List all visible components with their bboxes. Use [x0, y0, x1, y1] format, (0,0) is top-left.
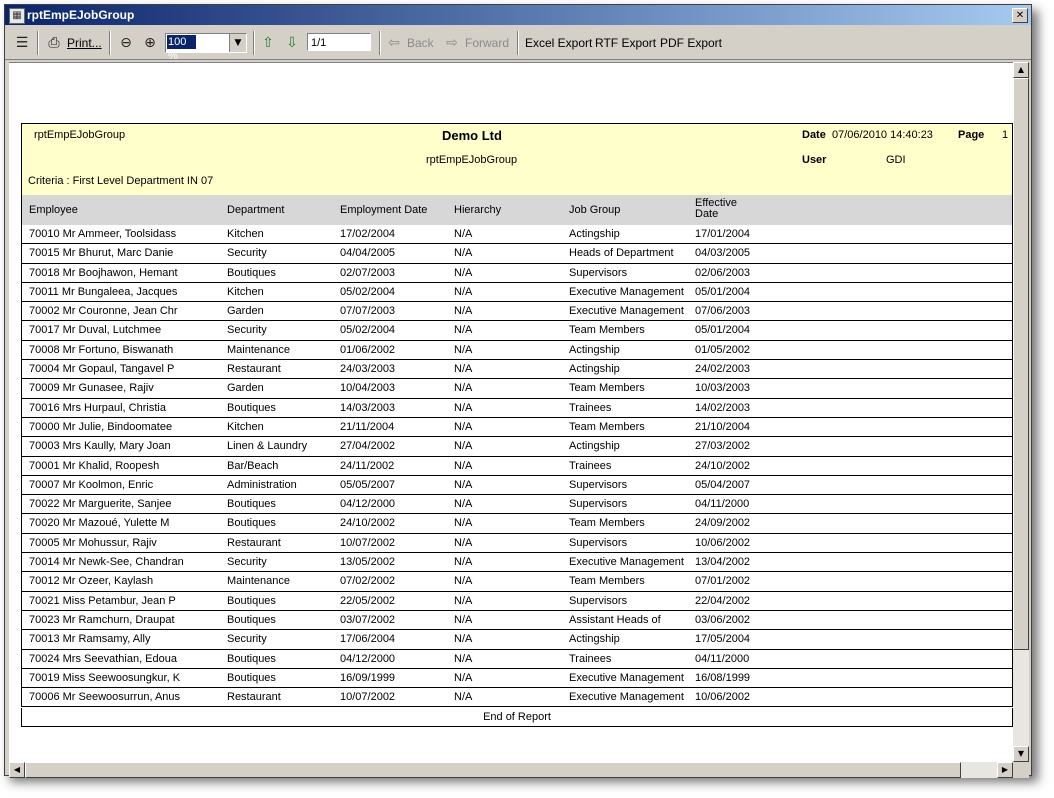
- cell-hierarchy: N/A: [454, 459, 473, 472]
- cell-hierarchy: N/A: [454, 401, 473, 414]
- cell-job-group: Executive Management: [569, 691, 684, 704]
- cell-effective-date: 22/04/2002: [695, 594, 751, 607]
- cell-employee: 70020 Mr Mazoué, Yulette M: [29, 517, 170, 530]
- cell-job-group: Trainees: [569, 652, 612, 665]
- cell-hierarchy: N/A: [454, 247, 473, 260]
- cell-department: Garden: [227, 382, 264, 395]
- cell-employment-date: 05/02/2004: [340, 324, 396, 337]
- rtf-export-button[interactable]: RTF Export: [595, 36, 657, 50]
- cell-department: Bar/Beach: [227, 459, 279, 472]
- cell-employment-date: 07/02/2002: [340, 575, 396, 588]
- scroll-down-icon[interactable]: ▼: [1013, 746, 1029, 762]
- cell-employee: 70002 Mr Couronne, Jean Chr: [29, 305, 178, 318]
- cell-hierarchy: N/A: [454, 556, 473, 569]
- cell-effective-date: 27/03/2002: [695, 440, 751, 453]
- cell-job-group: Actingship: [569, 363, 620, 376]
- table-row: [22, 611, 1012, 630]
- cell-hierarchy: N/A: [454, 633, 473, 646]
- report-rows: [21, 225, 1013, 707]
- cell-effective-date: 04/11/2000: [695, 498, 750, 511]
- cell-department: Linen & Laundry: [227, 440, 308, 453]
- cell-job-group: Heads of Department: [569, 247, 674, 260]
- cell-hierarchy: N/A: [454, 420, 473, 433]
- date-label: Date: [802, 129, 826, 141]
- cell-job-group: Supervisors: [569, 536, 628, 549]
- cell-effective-date: 24/02/2003: [695, 363, 751, 376]
- cell-employment-date: 24/03/2003: [340, 363, 396, 376]
- cell-effective-date: 10/03/2003: [695, 382, 751, 395]
- cell-department: Security: [227, 324, 267, 337]
- vertical-scroll-thumb[interactable]: [1013, 78, 1029, 650]
- forward-button[interactable]: Forward: [465, 36, 510, 50]
- column-header-row: [21, 195, 1013, 225]
- page-label: Page: [958, 129, 985, 141]
- zoom-in-icon[interactable]: ⊕: [144, 35, 156, 51]
- cell-hierarchy: N/A: [454, 343, 473, 356]
- cell-employee: 70012 Mr Ozeer, Kaylash: [29, 575, 154, 588]
- cell-hierarchy: N/A: [454, 440, 473, 453]
- table-row: [22, 225, 1012, 244]
- scrollbar-corner: [1013, 762, 1029, 778]
- col-employment-date: Employment Date: [340, 204, 428, 216]
- cell-job-group: Executive Management: [569, 285, 684, 298]
- cell-effective-date: 07/06/2003: [695, 305, 751, 318]
- cell-hierarchy: N/A: [454, 324, 473, 337]
- cell-department: Kitchen: [227, 420, 264, 433]
- excel-export-button[interactable]: Excel Export: [525, 36, 593, 50]
- scroll-up-icon[interactable]: ▲: [1013, 62, 1029, 78]
- zoom-out-icon[interactable]: ⊖: [120, 35, 132, 51]
- cell-job-group: Executive Management: [569, 305, 684, 318]
- table-row: [22, 399, 1012, 418]
- vertical-scrollbar[interactable]: [1013, 62, 1029, 762]
- table-row: [22, 534, 1012, 553]
- cell-employment-date: 03/07/2002: [340, 613, 396, 626]
- cell-employee: 70024 Mrs Seevathian, Edoua: [29, 652, 177, 665]
- cell-employee: 70010 Mr Ammeer, Toolsidass: [29, 228, 177, 240]
- zoom-value: 100 %: [167, 35, 196, 49]
- horizontal-scrollbar[interactable]: [9, 762, 1013, 778]
- cell-job-group: Team Members: [569, 324, 645, 337]
- table-row: [22, 418, 1012, 437]
- cell-job-group: Supervisors: [569, 266, 628, 279]
- cell-effective-date: 04/11/2000: [695, 652, 750, 665]
- toolbar: [5, 27, 1031, 60]
- cell-hierarchy: N/A: [454, 266, 473, 279]
- table-row: [22, 630, 1012, 649]
- cell-employee: 70016 Mrs Hurpaul, Christia: [29, 401, 166, 414]
- table-row: [22, 379, 1012, 398]
- cell-effective-date: 14/02/2003: [695, 401, 751, 414]
- table-row: [22, 650, 1012, 669]
- cell-effective-date: 05/04/2007: [695, 478, 751, 491]
- col-job-group: Job Group: [569, 204, 621, 216]
- page-number-input[interactable]: 1/1: [307, 33, 371, 51]
- cell-job-group: Executive Management: [569, 671, 684, 684]
- cell-hierarchy: N/A: [454, 613, 473, 626]
- cell-employee: 70003 Mrs Kaully, Mary Joan: [29, 440, 171, 453]
- cell-hierarchy: N/A: [454, 498, 473, 511]
- cell-department: Maintenance: [227, 343, 290, 356]
- cell-hierarchy: N/A: [454, 594, 473, 607]
- cell-department: Restaurant: [227, 691, 281, 704]
- cell-job-group: Team Members: [569, 420, 645, 433]
- cell-hierarchy: N/A: [454, 691, 473, 704]
- cell-department: Security: [227, 247, 267, 260]
- table-row: [22, 592, 1012, 611]
- cell-employment-date: 01/06/2002: [340, 343, 396, 356]
- cell-department: Boutiques: [227, 401, 276, 414]
- cell-employee: 70001 Mr Khalid, Roopesh: [29, 459, 160, 472]
- cell-employment-date: 02/07/2003: [340, 266, 396, 279]
- print-button[interactable]: Print...: [67, 36, 102, 50]
- cell-job-group: Team Members: [569, 517, 645, 530]
- cell-employment-date: 05/02/2004: [340, 285, 396, 298]
- previous-page-icon[interactable]: ⇧: [262, 35, 274, 51]
- end-of-report: End of Report: [21, 708, 1013, 727]
- cell-employment-date: 07/07/2003: [340, 305, 396, 318]
- cell-job-group: Trainees: [569, 401, 612, 414]
- cell-employment-date: 21/11/2004: [340, 420, 395, 433]
- cell-employment-date: 10/07/2002: [340, 536, 396, 549]
- cell-employment-date: 10/04/2003: [340, 382, 396, 395]
- horizontal-scroll-thumb[interactable]: [25, 762, 961, 778]
- col-department: Department: [227, 204, 285, 216]
- cell-department: Garden: [227, 305, 264, 318]
- table-row: [22, 437, 1012, 456]
- table-row: [22, 244, 1012, 263]
- cell-employment-date: 14/03/2003: [340, 401, 396, 414]
- cell-hierarchy: N/A: [454, 536, 473, 549]
- cell-employee: 70000 Mr Julie, Bindoomatee: [29, 420, 173, 433]
- cell-employee: 70015 Mr Bhurut, Marc Danie: [29, 247, 174, 260]
- table-row: [22, 514, 1012, 533]
- table-row: [22, 688, 1012, 707]
- cell-department: Administration: [227, 478, 297, 491]
- cell-employment-date: 05/05/2007: [340, 478, 396, 491]
- close-icon[interactable]: ✕: [1012, 8, 1028, 23]
- toolbar-separator: [517, 31, 519, 55]
- cell-department: Boutiques: [227, 671, 276, 684]
- cell-employee: 70013 Mr Ramsamy, Ally: [29, 633, 151, 646]
- cell-hierarchy: N/A: [454, 478, 473, 491]
- forward-arrow-icon[interactable]: ⇨: [446, 35, 458, 51]
- cell-job-group: Assistant Heads of: [569, 613, 661, 626]
- cell-job-group: Trainees: [569, 459, 612, 472]
- cell-effective-date: 03/06/2002: [695, 613, 751, 626]
- cell-job-group: Executive Management: [569, 556, 684, 569]
- cell-hierarchy: N/A: [454, 652, 473, 665]
- company-name: Demo Ltd: [442, 128, 502, 143]
- cell-effective-date: 16/08/1999: [695, 671, 751, 684]
- col-hierarchy: Hierarchy: [454, 204, 502, 216]
- cell-job-group: Team Members: [569, 575, 645, 588]
- table-row: [22, 283, 1012, 302]
- cell-employment-date: 13/05/2002: [340, 556, 396, 569]
- cell-hierarchy: N/A: [454, 671, 473, 684]
- table-row: [22, 321, 1012, 340]
- table-row: [22, 553, 1012, 572]
- report-name: rptEmpEJobGroup: [34, 129, 126, 141]
- cell-department: Boutiques: [227, 613, 276, 626]
- cell-hierarchy: N/A: [454, 285, 473, 298]
- report-subtitle: rptEmpEJobGroup: [426, 154, 518, 166]
- cell-employment-date: 04/12/2000: [340, 498, 396, 511]
- cell-effective-date: 13/04/2002: [695, 556, 751, 569]
- toolbar-separator: [109, 31, 111, 55]
- cell-hierarchy: N/A: [454, 228, 473, 240]
- cell-effective-date: 17/01/2004: [695, 228, 751, 240]
- cell-employment-date: 04/04/2005: [340, 247, 396, 260]
- cell-employment-date: 24/10/2002: [340, 517, 396, 530]
- cell-department: Restaurant: [227, 536, 281, 549]
- toolbar-separator: [379, 31, 381, 55]
- cell-employee: 70019 Miss Seewoosungkur, K: [29, 671, 181, 684]
- page-value: 1: [1002, 129, 1009, 141]
- app-icon: ▦: [9, 8, 25, 24]
- cell-employment-date: 17/06/2004: [340, 633, 396, 646]
- user-label: User: [802, 154, 827, 166]
- scroll-right-icon[interactable]: ▶: [997, 762, 1013, 778]
- cell-department: Boutiques: [227, 498, 276, 511]
- cell-effective-date: 24/09/2002: [695, 517, 751, 530]
- cell-job-group: Supervisors: [569, 594, 628, 607]
- cell-employee: 70007 Mr Koolmon, Enric: [29, 478, 154, 491]
- cell-effective-date: 01/05/2002: [695, 343, 751, 356]
- cell-job-group: Supervisors: [569, 478, 628, 491]
- cell-department: Boutiques: [227, 652, 276, 665]
- cell-job-group: Actingship: [569, 228, 620, 240]
- cell-employment-date: 24/11/2002: [340, 459, 395, 472]
- cell-employment-date: 17/02/2004: [340, 228, 396, 240]
- toolbar-separator: [253, 31, 255, 55]
- scroll-left-icon[interactable]: ◀: [9, 762, 25, 778]
- cell-department: Security: [227, 556, 267, 569]
- report-header: [21, 123, 1013, 196]
- title-bar: [5, 5, 1031, 25]
- cell-hierarchy: N/A: [454, 305, 473, 318]
- cell-employee: 70009 Mr Gunasee, Rajiv: [29, 382, 154, 395]
- cell-employment-date: 16/09/1999: [340, 671, 396, 684]
- cell-effective-date: 05/01/2004: [695, 285, 751, 298]
- cell-effective-date: 05/01/2004: [695, 324, 751, 337]
- table-row: [22, 341, 1012, 360]
- cell-employee: 70011 Mr Bungaleea, Jacques: [29, 285, 178, 298]
- cell-effective-date: 10/06/2002: [695, 536, 751, 549]
- cell-employee: 70004 Mr Gopaul, Tangavel P: [29, 363, 175, 376]
- table-row: [22, 457, 1012, 476]
- report-criteria: Criteria : First Level Department IN 07: [28, 175, 214, 187]
- pdf-export-button[interactable]: PDF Export: [660, 36, 723, 50]
- cell-employment-date: 04/12/2000: [340, 652, 396, 665]
- cell-hierarchy: N/A: [454, 382, 473, 395]
- table-row: [22, 264, 1012, 283]
- cell-department: Boutiques: [227, 517, 276, 530]
- cell-job-group: Actingship: [569, 633, 620, 646]
- chevron-down-icon[interactable]: ▼: [229, 34, 246, 52]
- cell-department: Kitchen: [227, 285, 264, 298]
- cell-employment-date: 27/04/2002: [340, 440, 396, 453]
- table-row: [22, 360, 1012, 379]
- table-row: [22, 476, 1012, 495]
- cell-department: Boutiques: [227, 266, 276, 279]
- toolbar-separator: [37, 31, 39, 55]
- cell-department: Kitchen: [227, 228, 264, 240]
- cell-employee: 70017 Mr Duval, Lutchmee: [29, 324, 162, 337]
- cell-job-group: Actingship: [569, 440, 620, 453]
- report-viewport: [9, 62, 1013, 763]
- cell-job-group: Team Members: [569, 382, 645, 395]
- cell-effective-date: 02/06/2003: [695, 266, 751, 279]
- cell-effective-date: 17/05/2004: [695, 633, 751, 646]
- cell-employee: 70006 Mr Seewoosurrun, Anus: [29, 691, 181, 704]
- cell-employee: 70022 Mr Marguerite, Sanjee: [29, 498, 172, 511]
- cell-employee: 70018 Mr Boojhawon, Hemant: [29, 266, 178, 279]
- window-title: rptEmpEJobGroup: [27, 8, 135, 22]
- cell-hierarchy: N/A: [454, 363, 473, 376]
- cell-job-group: Actingship: [569, 343, 620, 356]
- col-employee: Employee: [29, 204, 78, 216]
- cell-employee: 70008 Mr Fortuno, Biswanath: [29, 343, 174, 356]
- table-row: [22, 302, 1012, 321]
- cell-hierarchy: N/A: [454, 575, 473, 588]
- user-value: GDI: [886, 154, 906, 166]
- cell-employment-date: 22/05/2002: [340, 594, 396, 607]
- cell-employee: 70014 Mr Newk-See, Chandran: [29, 556, 184, 569]
- report-viewer-window: [4, 4, 1032, 776]
- cell-employee: 70005 Mr Mohussur, Rajiv: [29, 536, 157, 549]
- cell-effective-date: 21/10/2004: [695, 420, 751, 433]
- back-arrow-icon[interactable]: ⇦: [388, 35, 400, 51]
- table-row: [22, 669, 1012, 688]
- table-row: [22, 495, 1012, 514]
- printer-icon[interactable]: ⎙: [48, 35, 60, 51]
- cell-employment-date: 10/07/2002: [340, 691, 396, 704]
- cell-effective-date: 10/06/2002: [695, 691, 751, 704]
- date-value: 07/06/2010 14:40:23: [832, 129, 933, 141]
- cell-hierarchy: N/A: [454, 517, 473, 530]
- cell-department: Boutiques: [227, 594, 276, 607]
- back-button[interactable]: Back: [407, 36, 434, 50]
- toggle-tree-icon[interactable]: ☰: [15, 35, 29, 51]
- col-effective-date: Effective Date: [695, 197, 737, 220]
- cell-employee: 70023 Mr Ramchurn, Draupat: [29, 613, 175, 626]
- cell-employee: 70021 Miss Petambur, Jean P: [29, 594, 176, 607]
- cell-department: Restaurant: [227, 363, 281, 376]
- table-row: [22, 572, 1012, 591]
- cell-effective-date: 24/10/2002: [695, 459, 751, 472]
- cell-department: Security: [227, 633, 267, 646]
- cell-effective-date: 07/01/2002: [695, 575, 751, 588]
- zoom-select[interactable]: [165, 33, 247, 62]
- cell-department: Maintenance: [227, 575, 290, 588]
- cell-job-group: Supervisors: [569, 498, 628, 511]
- cell-effective-date: 04/03/2005: [695, 247, 751, 260]
- next-page-icon[interactable]: ⇩: [286, 35, 298, 51]
